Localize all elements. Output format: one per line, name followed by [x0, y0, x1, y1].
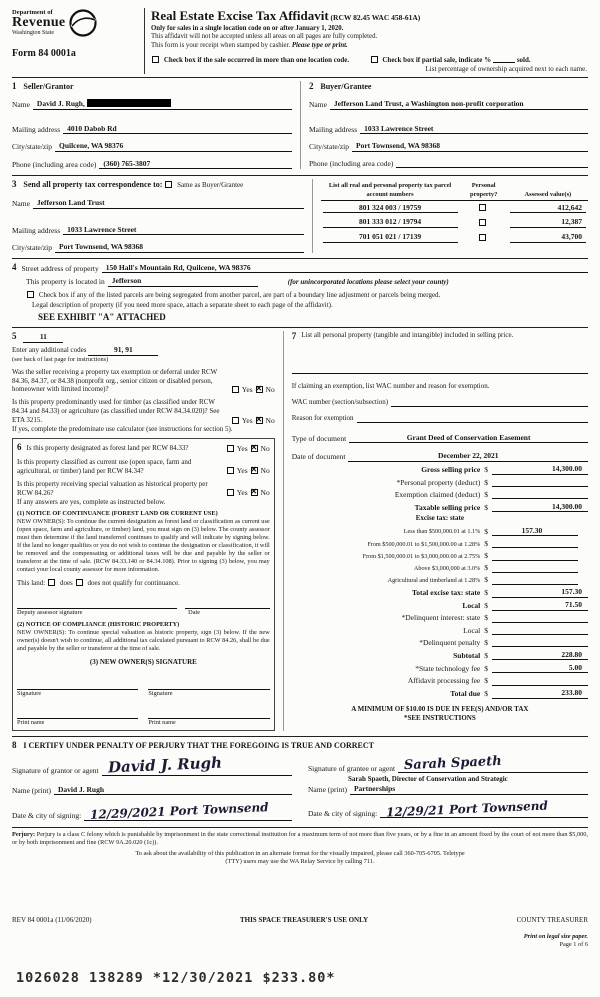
buyer-mailing-field[interactable]: 1033 Lawrence Street: [360, 124, 588, 135]
gross-selling-price-field[interactable]: 14,300.00: [492, 464, 588, 475]
dollar-sign: $: [484, 489, 488, 499]
dollar-sign: $: [484, 613, 488, 623]
timber-yes-no: [231, 416, 275, 426]
dollar-sign: $: [484, 538, 488, 548]
total-row: [292, 626, 588, 636]
exemption-claimed-row: [292, 490, 588, 500]
multi-location-checkbox[interactable]: [152, 56, 159, 63]
current-use-no-checkbox[interactable]: [251, 467, 258, 474]
seller-name-label: Name: [12, 100, 30, 110]
seller-phone-label: Phone (including area code): [12, 159, 97, 169]
alt-format-line2: (TTY) users may use the WA Relay Service by calling 711.: [225, 857, 375, 865]
exemption-claim-note: If claiming an exemption, list WAC number and reason for exemption.: [291, 381, 490, 390]
grantee-signature-field[interactable]: [398, 753, 588, 774]
deputy-assessor-label: Deputy assessor signature: [17, 608, 83, 616]
tax-tier-field[interactable]: 157.30: [492, 526, 578, 537]
legal-description-label: Legal description of property (if you need more space, attach a separate sheet to each page of the affidavit).: [32, 300, 333, 309]
taxable-selling-price-label: Taxable selling price: [414, 502, 481, 512]
section-1-title: Seller/Grantor: [23, 81, 74, 91]
notice-compliance-title: (2) NOTICE OF COMPLIANCE (HISTORIC PROPERTY): [17, 620, 180, 628]
section-5-number: 5: [12, 331, 17, 342]
additional-codes-note: (see back of last page for instructions): [12, 355, 109, 363]
doc-type-label: Type of document: [291, 433, 347, 443]
timber-yes-checkbox[interactable]: [232, 417, 239, 424]
total-field[interactable]: 157.30: [492, 587, 588, 598]
yes-label: Yes: [236, 487, 248, 497]
header-note-1: Only for sales in a single location code on or after January 1, 2020.: [151, 24, 344, 32]
assessed-value-field[interactable]: 412,642: [510, 203, 586, 214]
total-row: [292, 587, 588, 598]
total-label: *Delinquent interest: state: [401, 613, 481, 623]
ownership-note: List percentage of ownership acquired next to each name.: [425, 64, 588, 73]
top-checkboxes: [151, 55, 588, 74]
historic-yes-no: [226, 488, 270, 498]
section-7-intro-row: [292, 331, 588, 343]
perjury-body: Perjury is a class C felony which is punishable by imprisonment in the state correctional institution for a maximum term of not more than five years, or by a fine in an amount fixed by the court of not more than $5,000, or by both imprisonment and fine (RCW 9A.20.020 (1c)).: [12, 830, 589, 846]
deputy-date-field[interactable]: [185, 600, 269, 609]
total-label: Local: [463, 625, 481, 635]
dollar-sign: $: [484, 550, 488, 560]
tax-tier-label: From $1,500,000.01 to $3,000,000.00 at 2.75%: [362, 552, 481, 560]
section-8-number: 8: [12, 740, 17, 751]
total-row: [292, 676, 588, 686]
total-due-row: [292, 688, 588, 699]
agency-wordmark: [12, 9, 65, 38]
yes-label: Yes: [241, 415, 253, 425]
alt-format-line1: To ask about the availability of this publication in an alternate format for the visually impaired, please call 360-705-6705. Teletype: [135, 849, 465, 857]
forest-land-question-text: Is this property designated as forest land per RCW 84.33?: [26, 444, 189, 453]
historic-yes-checkbox[interactable]: [227, 489, 234, 496]
revenue-logo-icon: [68, 8, 98, 38]
partial-sale-label-2: sold.: [516, 55, 531, 64]
see-instructions-note: *SEE INSTRUCTIONS: [403, 713, 476, 722]
dollar-sign: $: [484, 502, 488, 512]
correspondence-name-label: Name: [12, 199, 30, 208]
partial-sale-label: Check box if partial sale, indicate %: [382, 55, 492, 64]
timber-question-text: Is this property predominantly used for timber (as classified under RCW 84.34 and 84.33) or agriculture (as classified under RCW 84.34.020)? See ETA 3215.: [12, 398, 220, 425]
this-land-label: This land:: [17, 578, 46, 587]
parcel-row: [321, 200, 588, 215]
minimum-fee-note: A MINIMUM OF $10.00 IS DUE IN FEE(S) AND/OR TAX: [351, 704, 529, 713]
buyer-mailing-label: Mailing address: [309, 124, 358, 134]
buyer-name-field[interactable]: Jefferson Land Trust, a Washington non-profit corporation: [330, 99, 588, 110]
owner-signature-field-2[interactable]: [148, 681, 269, 690]
partial-sale-option: [370, 55, 589, 74]
if-yes-note: If any answers are yes, complete as instructed below.: [17, 497, 166, 506]
tax-tier-field[interactable]: [492, 576, 578, 585]
section-8-certification: [12, 740, 588, 821]
exemption-question: [12, 368, 275, 395]
notice-compliance-body: NEW OWNER(S): To continue special valuation as historic property, sign (3) below. If the new owner(s) doesn't wish to continue, all additional tax calculated pursuant to RCW 84.26, shall be due and payable by the seller or transferor at the time of sale.: [17, 628, 270, 653]
current-use-yes-checkbox[interactable]: [227, 467, 234, 474]
tax-tier-row: [292, 539, 588, 549]
form-header: [12, 8, 588, 74]
timber-no-checkbox[interactable]: [256, 417, 263, 424]
historic-question-text: Is this property receiving special valuation as historical property per RCW 84.26?: [17, 479, 208, 497]
section-7-tax: [283, 331, 588, 731]
dollar-sign: $: [484, 588, 488, 598]
treasurer-space-label: THIS SPACE TREASURER'S USE ONLY: [239, 915, 369, 924]
total-field[interactable]: [492, 626, 588, 635]
land-qualify-row: [17, 578, 270, 588]
total-label: *State technology fee: [415, 663, 481, 673]
section-2-number: 2: [309, 80, 314, 91]
street-address-field[interactable]: 150 Hall's Mountain Rd, Quilcene, WA 98376: [102, 263, 588, 274]
personal-property-checkbox[interactable]: [479, 234, 486, 241]
predominate-use-note: If yes, complete the predominate use calculator (see instructions for section 5).: [12, 425, 233, 434]
notice-continuance-body: NEW OWNER(S): To continue the current designation as forest land or classification as current use (open space, farm and agriculture, or timber) land, you must sign on (3) below. The county assessor must then determine if the land transferred continues to qualify and will indicate by signing below. If the land no longer qualifies or you do not wish to continue the designation or classification, it will be removed and the compensating or additional taxes will be due and payable by the seller or transferor at the time of sale. (RCW 84.33.140 or 84.34.108). Prior to signing (3) below, you may contact your local county assessor for more information.: [17, 517, 270, 573]
owner-printname-field-2[interactable]: [148, 710, 269, 719]
current-use-yes-no: [226, 466, 270, 476]
perjury-label: Perjury:: [12, 830, 36, 838]
grantor-printname-label: Name (print): [12, 785, 51, 795]
agency-state: Washington State: [12, 29, 55, 36]
total-row: [292, 600, 588, 611]
exemption-no-checkbox[interactable]: [256, 386, 263, 393]
total-row: [292, 613, 588, 623]
grantee-date-handwriting: 12/29/21 Port Townsend: [385, 798, 549, 820]
current-use-question-text: Is this property classified as current use (open space, farm and agricultural, or timber) land per RCW 84.34?: [17, 457, 192, 475]
multi-location-label: Check box if the sale occurred in more than one location code.: [163, 55, 350, 64]
taxable-selling-price-row: [292, 502, 588, 513]
parcel-row: [321, 215, 588, 230]
dollar-sign: $: [484, 650, 488, 660]
total-field[interactable]: 228.80: [492, 650, 588, 661]
seller-buyer-block: [12, 81, 588, 170]
owner-signature-field-1[interactable]: [17, 681, 138, 690]
agency-dept-line: Department of: [12, 8, 53, 16]
dollar-sign: $: [484, 663, 488, 673]
wac-number-field[interactable]: [391, 398, 588, 407]
yes-label: Yes: [241, 384, 253, 394]
cashier-stamp: 1026028 138289 *12/30/2021 $233.80*: [16, 969, 336, 986]
seller-city-field[interactable]: Quilcene, WA 98376: [55, 141, 292, 152]
owner-printname-field-1[interactable]: [17, 710, 138, 719]
rev-number: REV 84 0001a (11/06/2020): [12, 915, 92, 924]
total-field[interactable]: [492, 638, 588, 647]
seller-phone-field[interactable]: (360) 765-3807: [99, 159, 292, 170]
parcel-number-field[interactable]: 801 324 003 / 19759: [323, 203, 458, 214]
current-use-question: [17, 458, 270, 476]
personal-property-deduct-row: [292, 478, 588, 488]
no-label: No: [260, 466, 270, 476]
dollar-sign: $: [484, 526, 488, 536]
doc-type-field[interactable]: Grant Deed of Conservation Easement: [349, 433, 588, 444]
multi-location-option: [151, 55, 370, 65]
agency-name: Revenue: [12, 15, 66, 31]
dollar-sign: $: [484, 637, 488, 647]
location-code-field[interactable]: 11: [23, 332, 63, 343]
total-due-field[interactable]: 233.80: [492, 688, 588, 699]
forest-land-question: [17, 442, 270, 454]
personal-property-deduct-field[interactable]: [492, 478, 588, 487]
section-4-number: 4: [12, 261, 17, 272]
located-in-label: This property is located in: [26, 277, 105, 287]
grantor-signature-block: [12, 753, 300, 823]
middle-block: [12, 331, 588, 731]
section-7-number: 7: [291, 331, 297, 342]
dollar-sign: $: [484, 465, 488, 475]
segregated-checkbox[interactable]: [27, 291, 34, 298]
forest-land-yes-no: [226, 444, 270, 454]
personal-property-deduct-label: *Personal property (deduct): [396, 477, 481, 487]
grantee-date-field[interactable]: [380, 798, 588, 820]
tax-tier-row: [292, 526, 588, 537]
owner-signature-row: [17, 681, 270, 690]
correspondence-mailing-field[interactable]: 1033 Lawrence Street: [63, 225, 303, 236]
section-4-property: [12, 262, 588, 324]
historic-question: [17, 480, 270, 498]
grantor-date-label: Date & city of signing:: [12, 811, 82, 821]
reason-exemption-label: Reason for exemption: [291, 413, 354, 422]
notice-continuance-title: (1) NOTICE OF CONTINUANCE (FOREST LAND OR CURRENT USE): [17, 509, 218, 517]
reason-exemption-field[interactable]: [357, 414, 588, 423]
grantee-signature-label: Signature of grantee or agent: [308, 763, 396, 773]
gross-selling-price-row: [292, 464, 588, 475]
section-6-box: [12, 438, 275, 731]
grantor-date-handwriting: 12/29/2021 Port Townsend: [89, 800, 269, 823]
parcel-row: [321, 230, 588, 245]
exemption-yes-no: [231, 385, 275, 395]
tax-tier-row: [292, 575, 588, 585]
owner-printname-labels: [17, 719, 270, 727]
same-as-buyer-checkbox[interactable]: [165, 181, 172, 188]
no-label: No: [260, 444, 270, 454]
total-row: [292, 663, 588, 674]
section-1-seller: [12, 81, 300, 170]
no-label: No: [265, 415, 275, 425]
same-as-buyer-label: Same as Buyer/Grantee: [177, 181, 244, 190]
personal-property-checkbox[interactable]: [479, 204, 486, 211]
parcel-table-block: [312, 179, 588, 252]
section-3-correspondence: [12, 179, 312, 252]
parcel-table: [321, 181, 588, 244]
exemption-yes-checkbox[interactable]: [232, 386, 239, 393]
grantee-printname-label: Name (print): [308, 785, 347, 795]
deputy-assessor-signature-field[interactable]: [17, 600, 177, 609]
section-1-number: 1: [12, 80, 17, 91]
correspondence-name-field[interactable]: Jefferson Land Trust: [33, 198, 304, 209]
total-field[interactable]: 5.00: [492, 663, 588, 674]
segregated-option: [26, 290, 588, 300]
seller-city-label: City/state/zip: [12, 142, 52, 152]
dollar-sign: $: [484, 689, 488, 699]
historic-no-checkbox[interactable]: [251, 489, 258, 496]
parcel-number-field[interactable]: 701 051 021 / 17139: [323, 232, 458, 243]
deputy-assessor-labels: [17, 609, 270, 617]
section-2-buyer: [300, 81, 588, 170]
correspondence-city-field[interactable]: Port Townsend, WA 98368: [55, 242, 304, 253]
excise-tax-state-header: Excise tax: state: [415, 514, 464, 523]
no-label: No: [260, 487, 270, 497]
forest-no-checkbox[interactable]: [251, 445, 258, 452]
dollar-sign: $: [484, 675, 488, 685]
seller-name-field[interactable]: David J. Rugh,: [33, 99, 292, 110]
grantee-date-label: Date & city of signing:: [308, 808, 378, 818]
does-checkbox[interactable]: [48, 579, 55, 586]
dollar-sign: $: [484, 601, 488, 611]
total-field[interactable]: [492, 614, 588, 623]
footer: [12, 916, 588, 949]
buyer-city-field[interactable]: Port Townsend, WA 98368: [352, 141, 588, 152]
seller-mailing-label: Mailing address: [12, 124, 61, 134]
section-6-number: 6: [17, 442, 22, 453]
grantor-signature-label: Signature of grantor or agent: [12, 766, 99, 776]
total-label: Total excise tax: state: [411, 588, 481, 598]
timber-question: [12, 398, 275, 425]
tax-tier-field[interactable]: [492, 539, 578, 548]
page-indicator: Page 1 of 6: [559, 940, 588, 948]
yes-label: Yes: [236, 466, 248, 476]
grantee-printname-field[interactable]: Partnerships: [350, 784, 588, 795]
does-not-checkbox[interactable]: [76, 579, 83, 586]
header-note-2: This affidavit will not be accepted unless all areas on all pages are fully completed.: [151, 33, 378, 41]
section-3-title: Send all property tax correspondence to:: [23, 180, 163, 190]
assessed-value-field[interactable]: 43,700: [510, 232, 586, 243]
does-label: does: [59, 578, 73, 587]
grantee-signature-handwriting: Sarah Spaeth: [403, 753, 503, 773]
tax-tier-label: From $500,000.01 to $1,500,000.00 at 1.28%: [367, 540, 481, 548]
partial-percent-field[interactable]: [493, 55, 515, 63]
wac-number-label: WAC number (section/subsection): [291, 397, 389, 406]
section-3-number: 3: [12, 179, 17, 190]
exemption-claimed-field[interactable]: [492, 490, 588, 499]
total-row: [292, 638, 588, 648]
total-field[interactable]: 71.50: [492, 600, 588, 611]
personal-property-list-field[interactable]: [292, 365, 588, 374]
owner-signature-labels: [17, 690, 270, 698]
forest-yes-checkbox[interactable]: [227, 445, 234, 452]
total-label: Affidavit processing fee: [407, 675, 481, 685]
signature-label: Signature: [148, 690, 173, 698]
tax-tier-field[interactable]: [492, 564, 578, 573]
header-notes: [151, 25, 588, 51]
exemption-claimed-label: Exemption claimed (deduct): [394, 489, 481, 499]
yes-label: Yes: [236, 444, 248, 454]
exemption-question-text: Was the seller receiving a property tax exemption or deferral under RCW 84.36, 84.37, or 84.38 (nonprofit org., senior citizen or disabled person, homeowner with limited income)?: [12, 367, 218, 394]
segregated-label: Check box if any of the listed parcels are being segregated from another parcel, are part of a boundary line adjustment or parcels being merged.: [38, 290, 441, 299]
additional-codes-label: Enter any additional codes: [12, 345, 87, 354]
grantee-signature-block: [300, 753, 588, 821]
located-in-field[interactable]: Jefferson: [108, 276, 258, 287]
personal-property-intro: List all personal property (tangible and intangible) included in selling price.: [301, 331, 514, 340]
assessed-value-col-header: Assessed value(s): [508, 181, 588, 200]
form-title: Real Estate Excise Tax Affidavit: [151, 8, 329, 23]
tax-tier-label: Agricultural and timberland at 1.28%: [387, 576, 481, 584]
certify-statement: I CERTIFY UNDER PENALTY OF PERJURY THAT THE FOREGOING IS TRUE AND CORRECT: [23, 741, 374, 751]
redaction-bar: [87, 99, 171, 107]
taxable-selling-price-field[interactable]: 14,300.00: [492, 502, 588, 513]
tax-tier-row: [292, 563, 588, 573]
gross-selling-price-label: Gross selling price: [421, 465, 481, 475]
grantor-date-field[interactable]: [84, 800, 292, 823]
tax-tier-field[interactable]: [492, 552, 578, 561]
title-block: [144, 8, 588, 74]
total-field[interactable]: [492, 677, 588, 686]
street-address-label: Street address of property: [21, 263, 99, 273]
buyer-phone-field[interactable]: [396, 159, 588, 168]
correspondence-city-label: City/state/zip: [12, 243, 52, 253]
parcel-number-field[interactable]: 801 333 012 / 19794: [323, 217, 458, 228]
tax-tier-row: [292, 551, 588, 561]
personal-property-checkbox[interactable]: [479, 219, 486, 226]
new-owner-signature-title: (3) NEW OWNER(S) SIGNATURE: [89, 658, 197, 667]
partial-sale-checkbox[interactable]: [371, 56, 378, 63]
agency-block: [12, 8, 144, 61]
form-number: Form 84 0001a: [12, 48, 76, 59]
parcel-col-header: List all real and personal property tax parcel account numbers: [321, 181, 460, 200]
total-label: Subtotal: [453, 650, 481, 660]
total-row: [292, 650, 588, 661]
does-not-label: does not qualify for continuance.: [87, 578, 180, 587]
grantor-signature-field[interactable]: [102, 753, 292, 777]
signature-label: Signature: [17, 690, 42, 698]
tax-tier-label: Less than $500,000.01 at 1.1%: [403, 528, 481, 536]
dollar-sign: $: [484, 625, 488, 635]
legal-size-note: Print on legal size paper.: [523, 932, 588, 940]
seller-mailing-field[interactable]: 4010 Dabob Rd: [63, 124, 292, 135]
no-label: No: [265, 384, 275, 394]
form-title-rcw: (RCW 82.45 WAC 458-61A): [330, 13, 421, 22]
deputy-assessor-row: [17, 600, 270, 609]
dollar-sign: $: [484, 563, 488, 573]
print-name-label: Print name: [148, 719, 176, 727]
legal-description-value[interactable]: SEE EXHIBIT "A" ATTACHED: [38, 311, 166, 322]
located-in-note: (for unincorporated locations please select your county): [287, 277, 449, 286]
buyer-city-label: City/state/zip: [309, 142, 349, 152]
section-2-title: Buyer/Grantee: [320, 81, 372, 91]
total-due-label: Total due: [450, 689, 481, 699]
grantor-signature-handwriting: David J. Rugh: [107, 753, 222, 777]
grantor-printname-field[interactable]: David J. Rugh: [54, 785, 292, 796]
header-note-3: This form is your receipt when stamped by cashier. Please type or print.: [151, 42, 348, 49]
dollar-sign: $: [484, 477, 488, 487]
buyer-name-label: Name: [309, 100, 327, 110]
print-name-label: Print name: [17, 719, 45, 727]
doc-date-label: Date of document: [291, 452, 346, 462]
tax-tier-label: Above $3,000,000 at 3.0%: [413, 564, 481, 572]
correspondence-parcel-block: [12, 179, 588, 252]
assessed-value-field[interactable]: 12,387: [510, 217, 586, 228]
dollar-sign: $: [484, 575, 488, 585]
total-label: Local: [462, 601, 481, 611]
date-label: Date: [188, 608, 201, 616]
buyer-phone-label: Phone (including area code): [309, 158, 394, 168]
county-treasurer-label: COUNTY TREASURER: [516, 915, 588, 924]
footer-right: [517, 916, 588, 949]
sections-5-6: [12, 331, 283, 731]
grantee-printname-line1: Sarah Spaeth, Director of Conservation and Strategic: [348, 775, 508, 784]
doc-date-field[interactable]: December 22, 2021: [348, 451, 588, 462]
total-label: *Delinquent penalty: [419, 637, 481, 647]
personal-property-col-header: Personal property?: [460, 181, 508, 200]
owner-printname-row: [17, 710, 270, 719]
additional-codes-field[interactable]: 91, 91: [88, 345, 158, 356]
correspondence-mailing-label: Mailing address: [12, 225, 61, 235]
perjury-block: [12, 831, 588, 866]
